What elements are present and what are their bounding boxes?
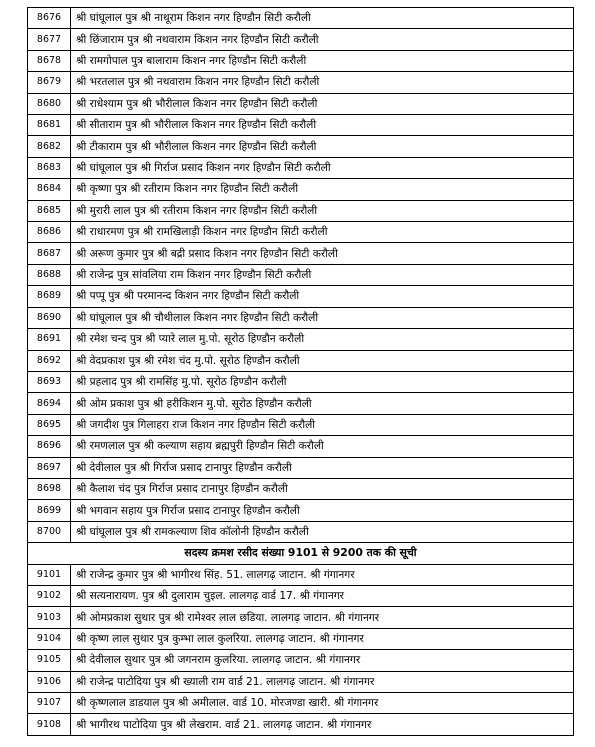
table-row bbox=[28, 436, 574, 457]
serial-number: 9101 bbox=[28, 564, 71, 585]
serial-number: 8692 bbox=[28, 350, 71, 371]
serial-number: 8690 bbox=[28, 307, 71, 328]
member-entry: श्री कृष्ण लाल सुथार पुत्र कुम्भा लाल कुलरिया. लालगढ़ जाटान. श्री गंगानगर bbox=[71, 628, 574, 649]
serial-number: 8695 bbox=[28, 414, 71, 435]
list-section-9101-9108 bbox=[28, 564, 574, 735]
member-entry: श्री रमेश चन्द पुत्र श्री प्यारे लाल मु.पो. सूरोठ हिण्डौन करौली bbox=[71, 329, 574, 350]
serial-number: 8694 bbox=[28, 393, 71, 414]
member-entry: श्री रामगोपाल पुत्र बालाराम किशन नगर हिण्डौन सिटी करौली bbox=[71, 50, 574, 71]
table-row bbox=[28, 628, 574, 649]
member-entry: श्री राजेन्द्र कुमार पुत्र श्री भागीरथ सिंह. 51. लालगढ़ जाटान. श्री गंगानगर bbox=[71, 564, 574, 585]
member-entry: श्री जगदीश पुत्र गिलाहरा राज किशन नगर हिण्डौन सिटी करौली bbox=[71, 414, 574, 435]
table-row bbox=[28, 393, 574, 414]
serial-number: 9108 bbox=[28, 714, 71, 735]
member-entry: श्री अरूण कुमार पुत्र श्री बद्री प्रसाद किशन नगर हिण्डौन सिटी करौली bbox=[71, 243, 574, 264]
serial-number: 9107 bbox=[28, 693, 71, 714]
table-row bbox=[28, 115, 574, 136]
member-entry: श्री घांघूलाल पुत्र श्री नाथूराम किशन नगर हिण्डौन सिटी करौली bbox=[71, 8, 574, 29]
member-entry: श्री भगवान सहाय पुत्र गिर्राज प्रसाद टानापुर हिण्डौन करौली bbox=[71, 500, 574, 521]
table-row bbox=[28, 329, 574, 350]
table-row bbox=[28, 693, 574, 714]
table-row bbox=[28, 350, 574, 371]
table-row bbox=[28, 286, 574, 307]
member-entry: श्री सत्यनारायण. पुत्र श्री दुलाराम चुइल. लालगढ़ वार्ड 17. श्री गंगानगर bbox=[71, 585, 574, 606]
member-entry: श्री प्रहलाद पुत्र श्री रामसिंह मु.पो. सूरोठ हिण्डौन करौली bbox=[71, 371, 574, 392]
serial-number: 8687 bbox=[28, 243, 71, 264]
member-entry: श्री राधेश्याम पुत्र श्री भौरीलाल किशन नगर हिण्डौन सिटी करौली bbox=[71, 93, 574, 114]
table-row bbox=[28, 8, 574, 29]
member-entry: श्री कृष्णा पुत्र श्री रतीराम किशन नगर हिण्डौन सिटी करौली bbox=[71, 179, 574, 200]
table-row bbox=[28, 500, 574, 521]
serial-number: 8681 bbox=[28, 115, 71, 136]
member-entry: श्री राजेन्द्र पुत्र सांवलिया राम किशन नगर हिण्डौन सिटी करौली bbox=[71, 264, 574, 285]
member-entry: श्री देवीलाल पुत्र श्री गिर्राज प्रसाद टानापुर हिण्डौन करौली bbox=[71, 457, 574, 478]
serial-number: 8697 bbox=[28, 457, 71, 478]
serial-number: 8685 bbox=[28, 200, 71, 221]
serial-number: 9103 bbox=[28, 607, 71, 628]
serial-number: 8699 bbox=[28, 500, 71, 521]
member-entry: श्री राधारमण पुत्र श्री रामखिलाड़ी किशन नगर हिण्डौन सिटी करौली bbox=[71, 222, 574, 243]
table-row bbox=[28, 29, 574, 50]
serial-number: 8682 bbox=[28, 136, 71, 157]
table-row bbox=[28, 264, 574, 285]
serial-number: 8683 bbox=[28, 157, 71, 178]
table-row bbox=[28, 307, 574, 328]
list-section-8676-8700 bbox=[28, 8, 574, 543]
serial-number: 8686 bbox=[28, 222, 71, 243]
table-row bbox=[28, 157, 574, 178]
member-entry: श्री सीताराम पुत्र श्री भौरीलाल किशन नगर हिण्डौन सिटी करौली bbox=[71, 115, 574, 136]
section-heading: सदस्य क्रमश रसीद संख्या 9101 से 9200 तक की सूची bbox=[28, 543, 574, 564]
table-row bbox=[28, 564, 574, 585]
member-entry: श्री भरतलाल पुत्र श्री नथवाराम किशन नगर हिण्डौन सिटी करौली bbox=[71, 72, 574, 93]
table-row bbox=[28, 222, 574, 243]
table-row bbox=[28, 478, 574, 499]
serial-number: 8700 bbox=[28, 521, 71, 542]
member-entry: श्री कृष्णलाल डाडयाल पुत्र श्री अमीलाल. वार्ड 10. मोरजण्डा खारी. श्री गंगानगर bbox=[71, 693, 574, 714]
table-row bbox=[28, 521, 574, 542]
serial-number: 8677 bbox=[28, 29, 71, 50]
table-row bbox=[28, 243, 574, 264]
serial-number: 8696 bbox=[28, 436, 71, 457]
member-entry: श्री वेदप्रकाश पुत्र श्री रमेश चंद मु.पो. सूरोठ हिण्डौन करौली bbox=[71, 350, 574, 371]
serial-number: 8698 bbox=[28, 478, 71, 499]
table-row bbox=[28, 650, 574, 671]
serial-number: 8688 bbox=[28, 264, 71, 285]
member-entry: श्री टीकाराम पुत्र श्री भौरीलाल किशन नगर हिण्डौन सिटी करौली bbox=[71, 136, 574, 157]
table-row bbox=[28, 457, 574, 478]
member-entry: श्री ओमप्रकाश सुथार पुत्र श्री रामेश्वर लाल छडिया. लालगढ़ जाटान. श्री गंगानगर bbox=[71, 607, 574, 628]
table-row bbox=[28, 371, 574, 392]
member-entry: श्री पप्पू पुत्र श्री परमानन्द किशन नगर हिण्डौन सिटी करौली bbox=[71, 286, 574, 307]
table-row bbox=[28, 200, 574, 221]
serial-number: 9102 bbox=[28, 585, 71, 606]
table-row bbox=[28, 179, 574, 200]
table-row bbox=[28, 72, 574, 93]
serial-number: 9106 bbox=[28, 671, 71, 692]
section-heading-row bbox=[28, 543, 574, 564]
serial-number: 8679 bbox=[28, 72, 71, 93]
section-heading-group bbox=[28, 543, 574, 564]
table-row bbox=[28, 50, 574, 71]
member-entry: श्री घांघूलाल पुत्र श्री चौथीलाल किशन नगर हिण्डौन सिटी करौली bbox=[71, 307, 574, 328]
serial-number: 8676 bbox=[28, 8, 71, 29]
serial-number: 8680 bbox=[28, 93, 71, 114]
table-row bbox=[28, 585, 574, 606]
table-row bbox=[28, 714, 574, 735]
serial-number: 8693 bbox=[28, 371, 71, 392]
table-row bbox=[28, 136, 574, 157]
member-entry: श्री ओम प्रकाश पुत्र श्री हरीकिशन मु.पो. सूरोठ हिण्डौन करौली bbox=[71, 393, 574, 414]
table-row bbox=[28, 607, 574, 628]
member-entry: श्री मुरारी लाल पुत्र श्री रतीराम किशन नगर हिण्डौन सिटी करौली bbox=[71, 200, 574, 221]
table-row bbox=[28, 414, 574, 435]
serial-number: 8691 bbox=[28, 329, 71, 350]
member-list-table bbox=[27, 7, 574, 736]
serial-number: 8678 bbox=[28, 50, 71, 71]
member-entry: श्री देवीलाल सुथार पुत्र श्री जगनराम कुलरिया. लालगढ़ जाटान. श्री गंगानगर bbox=[71, 650, 574, 671]
member-entry: श्री कैलाश चंद पुत्र गिर्राज प्रसाद टानापुर हिण्डौन करौली bbox=[71, 478, 574, 499]
member-entry: श्री घांघूलाल पुत्र श्री गिर्राज प्रसाद किशन नगर हिण्डौन सिटी करौली bbox=[71, 157, 574, 178]
member-entry: श्री छिंजाराम पुत्र श्री नथवाराम किशन नगर हिण्डौन सिटी करौली bbox=[71, 29, 574, 50]
member-entry: श्री राजेन्द्र पाटोदिया पुत्र श्री ख्याली राम वार्ड 21. लालगढ़ जाटान. श्री गंगानगर bbox=[71, 671, 574, 692]
table-row bbox=[28, 671, 574, 692]
serial-number: 8689 bbox=[28, 286, 71, 307]
table-row bbox=[28, 93, 574, 114]
serial-number: 8684 bbox=[28, 179, 71, 200]
serial-number: 9105 bbox=[28, 650, 71, 671]
member-entry: श्री रमणलाल पुत्र श्री कल्याण सहाय ब्रह्मपुरी हिण्डौन सिटी करौली bbox=[71, 436, 574, 457]
member-entry: श्री घांघूलाल पुत्र श्री रामकल्याण शिव कॉलोनी हिण्डौन करौली bbox=[71, 521, 574, 542]
serial-number: 9104 bbox=[28, 628, 71, 649]
member-entry: श्री भागीरथ पाटोदिया पुत्र श्री लेखराम. वार्ड 21. लालगढ़ जाटान. श्री गंगानगर bbox=[71, 714, 574, 735]
